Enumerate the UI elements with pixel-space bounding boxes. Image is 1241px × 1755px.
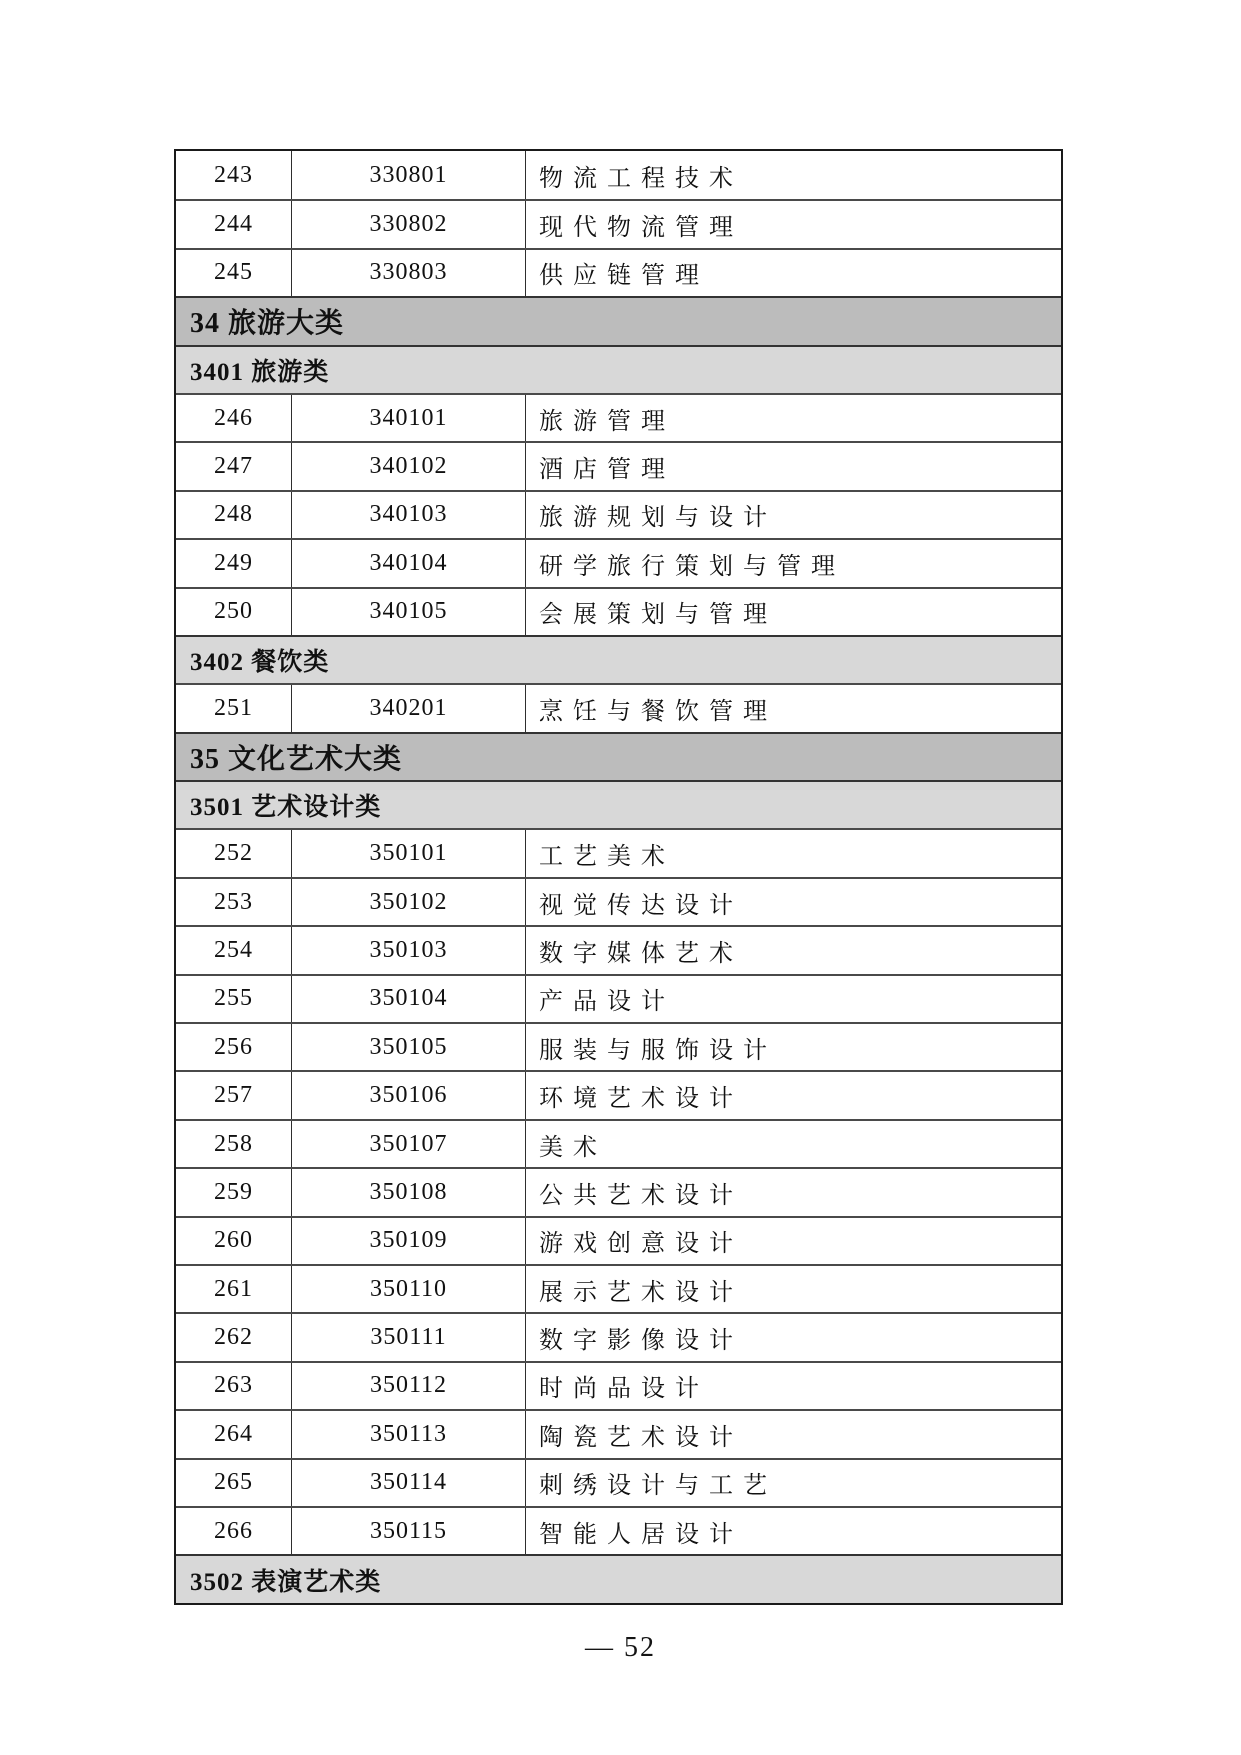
row-seq: 246 [176, 395, 292, 441]
row-code: 350101 [292, 830, 526, 876]
table-row [176, 974, 1061, 1022]
table-row [176, 1022, 1061, 1070]
row-code: 350109 [292, 1218, 526, 1264]
row-seq: 260 [176, 1218, 292, 1264]
table-row [176, 1264, 1061, 1312]
table-row [176, 1312, 1061, 1360]
sub-category-row [176, 635, 1061, 683]
table-row [176, 1409, 1061, 1457]
row-seq: 253 [176, 879, 292, 925]
row-code: 350104 [292, 976, 526, 1022]
row-seq: 263 [176, 1363, 292, 1409]
row-seq: 265 [176, 1460, 292, 1506]
row-seq: 243 [176, 151, 292, 199]
row-seq: 266 [176, 1508, 292, 1554]
table-row [176, 1070, 1061, 1118]
page-number: — 52 [585, 1632, 656, 1663]
row-seq: 247 [176, 443, 292, 489]
row-seq: 261 [176, 1266, 292, 1312]
row-code: 340102 [292, 443, 526, 489]
category-label: 3502 表演艺术类 [190, 1568, 382, 1596]
row-name: 工艺美术 [539, 844, 675, 871]
row-seq: 251 [176, 685, 292, 731]
row-code: 340101 [292, 395, 526, 441]
row-name: 刺绣设计与工艺 [539, 1473, 777, 1500]
row-name: 供应链管理 [539, 263, 709, 290]
table-row [176, 248, 1061, 296]
table-row [176, 538, 1061, 586]
row-code: 350115 [292, 1508, 526, 1554]
table-row [176, 683, 1061, 731]
row-name: 公共艺术设计 [539, 1182, 743, 1209]
row-seq: 256 [176, 1024, 292, 1070]
row-seq: 258 [176, 1121, 292, 1167]
category-label: 35 文化艺术大类 [190, 743, 403, 775]
row-name: 智能人居设计 [539, 1521, 743, 1548]
row-name: 服装与服饰设计 [539, 1037, 777, 1064]
sub-category-row [176, 345, 1061, 393]
row-name: 环境艺术设计 [539, 1086, 743, 1113]
row-seq: 248 [176, 492, 292, 538]
row-code: 350108 [292, 1169, 526, 1215]
sub-category-row [176, 780, 1061, 828]
row-name: 现代物流管理 [539, 215, 743, 242]
row-seq: 245 [176, 250, 292, 296]
row-code: 350114 [292, 1460, 526, 1506]
row-code: 340201 [292, 685, 526, 731]
row-seq: 264 [176, 1411, 292, 1457]
table-row [176, 587, 1061, 635]
table-row [176, 393, 1061, 441]
row-code: 330803 [292, 250, 526, 296]
table-row [176, 1216, 1061, 1264]
row-name: 美术 [539, 1134, 607, 1161]
row-seq: 244 [176, 201, 292, 247]
row-name: 旅游规划与设计 [539, 505, 777, 532]
row-seq: 250 [176, 589, 292, 635]
row-code: 350106 [292, 1072, 526, 1118]
major-catalog-table [174, 149, 1063, 1605]
table-row [176, 877, 1061, 925]
row-name: 展示艺术设计 [539, 1279, 743, 1306]
row-code: 330802 [292, 201, 526, 247]
major-category-row [176, 732, 1061, 780]
category-label: 3402 餐饮类 [190, 649, 330, 677]
table-row [176, 925, 1061, 973]
row-name: 会展策划与管理 [539, 602, 777, 629]
table-row [176, 490, 1061, 538]
row-code: 350111 [292, 1314, 526, 1360]
row-code: 340104 [292, 540, 526, 586]
row-code: 340105 [292, 589, 526, 635]
row-name: 产品设计 [539, 989, 675, 1016]
row-seq: 249 [176, 540, 292, 586]
row-code: 350110 [292, 1266, 526, 1312]
row-name: 研学旅行策划与管理 [539, 553, 845, 580]
row-name: 时尚品设计 [539, 1376, 709, 1403]
row-name: 烹饪与餐饮管理 [539, 698, 777, 725]
table-row [176, 1458, 1061, 1506]
row-seq: 259 [176, 1169, 292, 1215]
category-label: 34 旅游大类 [190, 308, 345, 340]
row-name: 酒店管理 [539, 457, 675, 484]
row-name: 数字媒体艺术 [539, 940, 743, 967]
row-name: 数字影像设计 [539, 1328, 743, 1355]
row-name: 旅游管理 [539, 408, 675, 435]
table-row [176, 1119, 1061, 1167]
row-seq: 257 [176, 1072, 292, 1118]
table-row [176, 1361, 1061, 1409]
row-seq: 262 [176, 1314, 292, 1360]
row-seq: 254 [176, 927, 292, 973]
category-label: 3401 旅游类 [190, 358, 330, 386]
sub-category-row [176, 1554, 1061, 1602]
table-row [176, 1506, 1061, 1554]
table-row [176, 828, 1061, 876]
row-code: 350107 [292, 1121, 526, 1167]
table-row [176, 1167, 1061, 1215]
row-code: 340103 [292, 492, 526, 538]
major-category-row [176, 296, 1061, 344]
row-code: 350112 [292, 1363, 526, 1409]
row-code: 330801 [292, 151, 526, 199]
row-name: 视觉传达设计 [539, 892, 743, 919]
row-code: 350113 [292, 1411, 526, 1457]
row-name: 陶瓷艺术设计 [539, 1424, 743, 1451]
row-code: 350105 [292, 1024, 526, 1070]
row-code: 350103 [292, 927, 526, 973]
table-row [176, 199, 1061, 247]
row-seq: 252 [176, 830, 292, 876]
table-row [176, 441, 1061, 489]
row-name: 游戏创意设计 [539, 1231, 743, 1258]
row-seq: 255 [176, 976, 292, 1022]
row-code: 350102 [292, 879, 526, 925]
table-row [176, 151, 1061, 199]
row-name: 物流工程技术 [539, 165, 743, 192]
category-label: 3501 艺术设计类 [190, 794, 382, 822]
